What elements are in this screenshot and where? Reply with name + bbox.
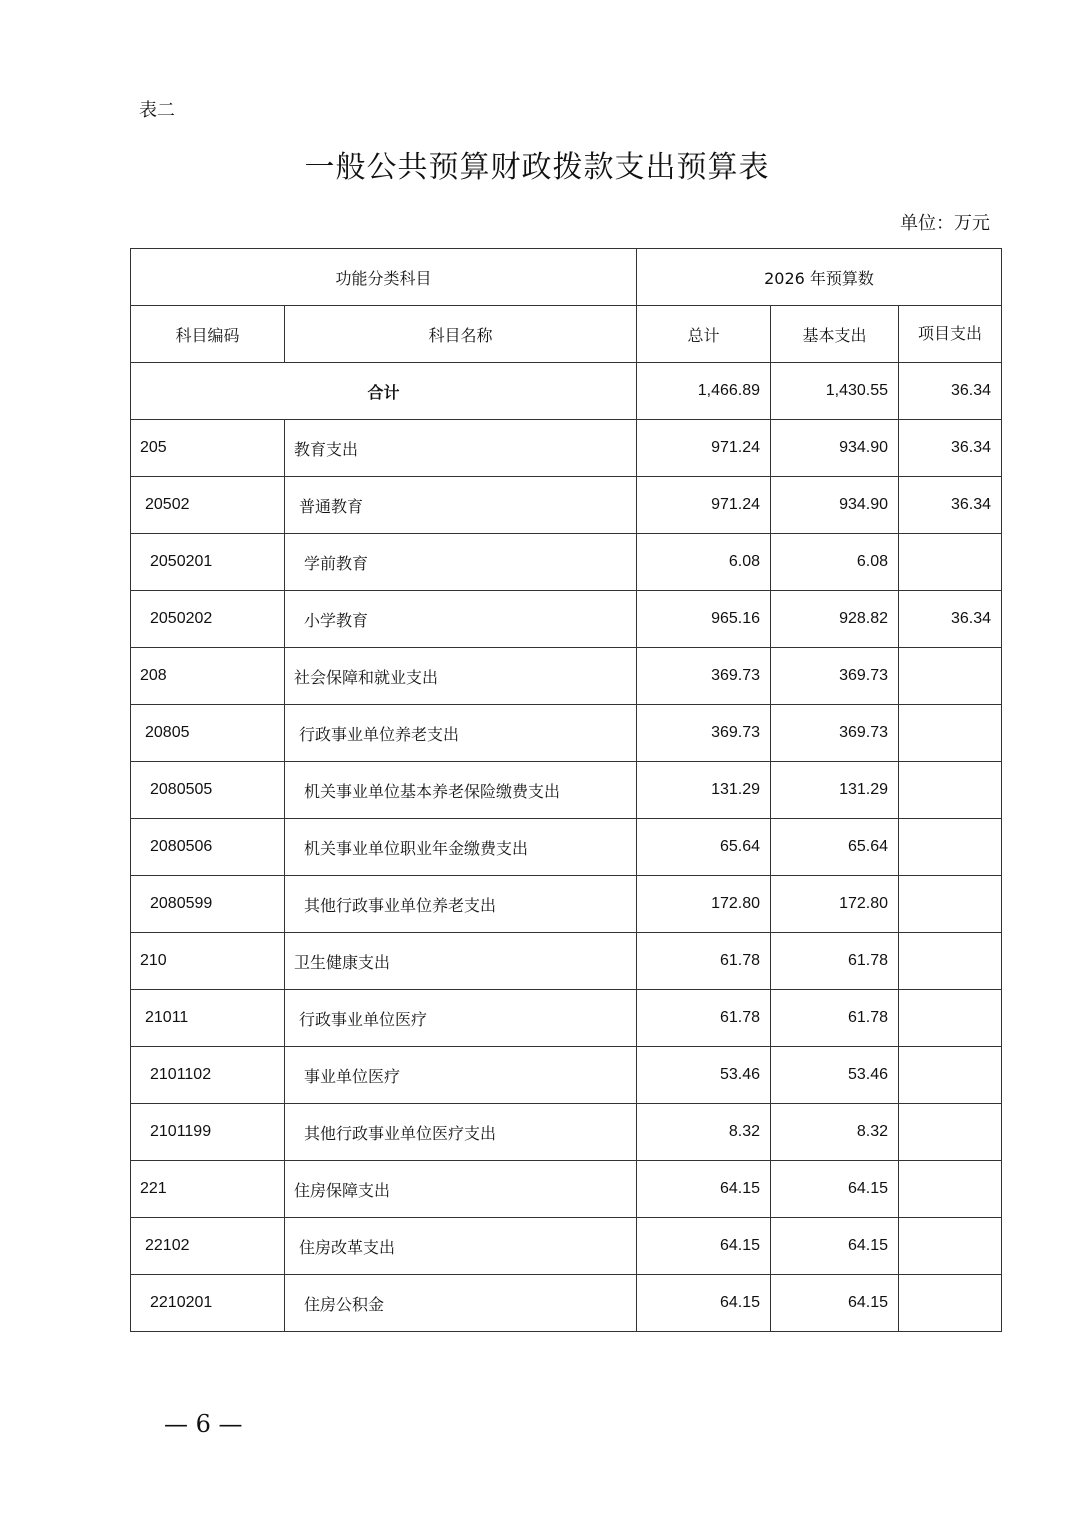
row-code: 21011 [131, 990, 285, 1047]
row-basic: 65.64 [771, 819, 899, 876]
table-row [131, 990, 1002, 1047]
row-name: 事业单位医疗 [285, 1047, 637, 1104]
row-basic: 369.73 [771, 648, 899, 705]
row-project [899, 534, 1002, 591]
row-project [899, 762, 1002, 819]
table-row [131, 1047, 1002, 1104]
row-basic: 64.15 [771, 1161, 899, 1218]
page-number: — 6 — [164, 1410, 243, 1438]
row-code: 20502 [131, 477, 285, 534]
row-project: 36.34 [899, 591, 1002, 648]
header-budget-year: 2026 年预算数 [637, 249, 1002, 306]
total-basic: 1,430.55 [771, 363, 899, 420]
row-basic: 61.78 [771, 990, 899, 1047]
budget-table [130, 248, 1002, 1332]
table-row [131, 1218, 1002, 1275]
header-row-2 [131, 306, 1002, 363]
row-total: 64.15 [637, 1275, 771, 1332]
total-row [131, 363, 1002, 420]
table-label: 表二 [139, 100, 175, 121]
row-total: 971.24 [637, 420, 771, 477]
row-name: 行政事业单位养老支出 [285, 705, 637, 762]
table-row [131, 933, 1002, 990]
unit-label: 单位：万元 [900, 213, 990, 234]
row-name: 住房保障支出 [285, 1161, 637, 1218]
row-project [899, 1218, 1002, 1275]
table-row [131, 762, 1002, 819]
row-name: 机关事业单位职业年金缴费支出 [285, 819, 637, 876]
row-total: 131.29 [637, 762, 771, 819]
row-project: 36.34 [899, 477, 1002, 534]
row-total: 53.46 [637, 1047, 771, 1104]
table-row [131, 705, 1002, 762]
row-total: 965.16 [637, 591, 771, 648]
row-project [899, 1161, 1002, 1218]
page-title: 一般公共预算财政拨款支出预算表 [304, 150, 770, 185]
row-total: 64.15 [637, 1161, 771, 1218]
row-code: 208 [131, 648, 285, 705]
row-basic: 934.90 [771, 477, 899, 534]
row-project [899, 1047, 1002, 1104]
row-total: 6.08 [637, 534, 771, 591]
table-row [131, 591, 1002, 648]
row-name: 小学教育 [285, 591, 637, 648]
header-project [899, 306, 1002, 363]
row-project [899, 990, 1002, 1047]
header-name: 科目名称 [285, 306, 637, 363]
row-code: 2050202 [131, 591, 285, 648]
row-total: 64.15 [637, 1218, 771, 1275]
table-row [131, 1161, 1002, 1218]
header-functional-category: 功能分类科目 [131, 249, 637, 306]
row-name: 其他行政事业单位医疗支出 [285, 1104, 637, 1161]
row-total: 172.80 [637, 876, 771, 933]
row-basic: 131.29 [771, 762, 899, 819]
header-total: 总计 [637, 306, 771, 363]
row-name: 教育支出 [285, 420, 637, 477]
table-row [131, 534, 1002, 591]
row-code: 22102 [131, 1218, 285, 1275]
row-code: 2101102 [131, 1047, 285, 1104]
row-total: 65.64 [637, 819, 771, 876]
row-project [899, 1104, 1002, 1161]
row-project [899, 648, 1002, 705]
row-name: 机关事业单位基本养老保险缴费支出 [285, 762, 637, 819]
row-name: 住房公积金 [285, 1275, 637, 1332]
row-basic: 369.73 [771, 705, 899, 762]
table-row [131, 876, 1002, 933]
total-total: 1,466.89 [637, 363, 771, 420]
header-row-1 [131, 249, 1002, 306]
header-project-label: 项目支出 [918, 324, 983, 343]
header-code: 科目编码 [131, 306, 285, 363]
row-total: 369.73 [637, 705, 771, 762]
row-name: 卫生健康支出 [285, 933, 637, 990]
row-total: 369.73 [637, 648, 771, 705]
row-code: 2101199 [131, 1104, 285, 1161]
row-project: 36.34 [899, 420, 1002, 477]
row-total: 61.78 [637, 990, 771, 1047]
table-row [131, 819, 1002, 876]
row-basic: 8.32 [771, 1104, 899, 1161]
row-basic: 934.90 [771, 420, 899, 477]
row-basic: 172.80 [771, 876, 899, 933]
row-total: 971.24 [637, 477, 771, 534]
row-code: 2210201 [131, 1275, 285, 1332]
table-row [131, 477, 1002, 534]
row-project [899, 705, 1002, 762]
row-project [899, 933, 1002, 990]
header-basic: 基本支出 [771, 306, 899, 363]
table-row [131, 648, 1002, 705]
row-name: 普通教育 [285, 477, 637, 534]
row-code: 2080599 [131, 876, 285, 933]
row-name: 住房改革支出 [285, 1218, 637, 1275]
row-basic: 6.08 [771, 534, 899, 591]
row-basic: 64.15 [771, 1275, 899, 1332]
row-project [899, 876, 1002, 933]
table-row [131, 1275, 1002, 1332]
total-label: 合计 [131, 363, 637, 420]
row-basic: 61.78 [771, 933, 899, 990]
row-code: 221 [131, 1161, 285, 1218]
row-code: 2050201 [131, 534, 285, 591]
row-project [899, 819, 1002, 876]
row-name: 其他行政事业单位养老支出 [285, 876, 637, 933]
row-total: 61.78 [637, 933, 771, 990]
row-code: 205 [131, 420, 285, 477]
row-code: 2080505 [131, 762, 285, 819]
row-basic: 928.82 [771, 591, 899, 648]
row-code: 2080506 [131, 819, 285, 876]
row-total: 8.32 [637, 1104, 771, 1161]
row-basic: 64.15 [771, 1218, 899, 1275]
row-basic: 53.46 [771, 1047, 899, 1104]
row-code: 20805 [131, 705, 285, 762]
row-name: 社会保障和就业支出 [285, 648, 637, 705]
table-row [131, 420, 1002, 477]
row-name: 行政事业单位医疗 [285, 990, 637, 1047]
total-project: 36.34 [899, 363, 1002, 420]
row-name: 学前教育 [285, 534, 637, 591]
table-row [131, 1104, 1002, 1161]
row-project [899, 1275, 1002, 1332]
row-code: 210 [131, 933, 285, 990]
